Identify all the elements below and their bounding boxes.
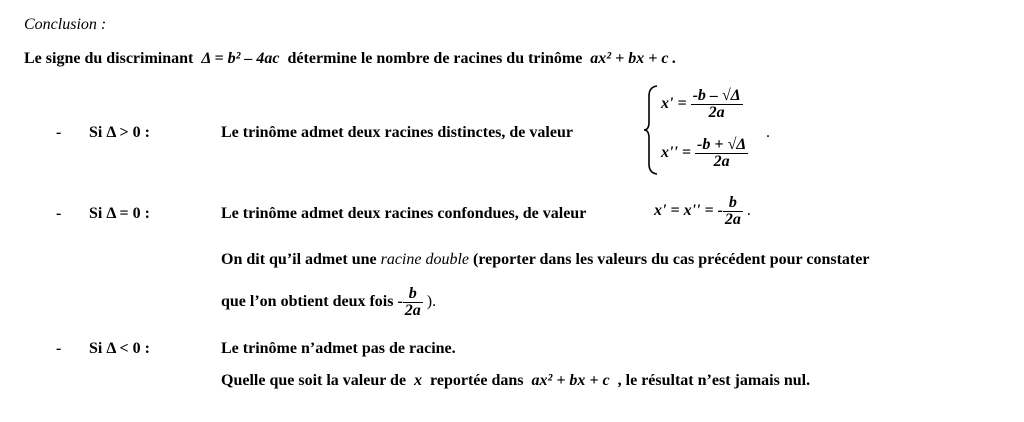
condition-zero: Si Δ = 0 : xyxy=(89,205,150,222)
negative-line2-text-2: reportée dans xyxy=(430,372,524,389)
double-root-prefix: x' = x'' = - xyxy=(654,202,723,220)
discriminant-formula: Δ = b² – 4ac xyxy=(201,50,280,67)
root-2-fraction xyxy=(695,137,748,170)
bullet-2: - xyxy=(56,205,62,222)
condition-negative: Si Δ < 0 : xyxy=(89,340,150,357)
double-root-numerator: b xyxy=(723,195,743,212)
bullet-1: - xyxy=(56,124,62,141)
condition-positive: Si Δ > 0 : xyxy=(89,124,150,141)
double-root-end: . xyxy=(746,202,751,220)
double-root-fraction xyxy=(723,195,743,228)
double-root-note xyxy=(221,251,869,269)
root-2-denominator: 2a xyxy=(713,153,730,170)
note-end: ). xyxy=(426,293,437,311)
negative-line2-text-3: , le résultat n’est jamais nul. xyxy=(617,372,811,389)
case-negative-text: Le trinôme n’admet pas de racine. xyxy=(221,340,456,357)
note-text-1: On dit qu’il admet une xyxy=(221,251,377,268)
intro-line xyxy=(24,50,676,68)
note-italic: racine double xyxy=(380,251,470,268)
case-positive-end: . xyxy=(766,124,770,141)
root-1-label: x' = xyxy=(661,95,687,113)
root-2-numerator: -b + √Δ xyxy=(697,136,747,153)
root-2-row xyxy=(661,137,748,170)
intro-text-1: Le signe du discriminant xyxy=(24,50,194,67)
case-positive-text: Le trinôme admet deux racines distinctes, de valeur xyxy=(221,124,573,141)
double-root-formula xyxy=(654,195,751,228)
left-brace-icon xyxy=(642,84,660,176)
bullet-3: - xyxy=(56,340,62,357)
root-1-numerator: -b – √Δ xyxy=(692,87,741,104)
root-2-label: x'' = xyxy=(661,144,692,162)
note-line2-text: que l’on obtient deux fois - xyxy=(221,293,403,311)
note-denominator: 2a xyxy=(404,302,421,319)
note-fraction xyxy=(403,286,423,319)
root-1-row xyxy=(661,88,743,121)
conclusion-heading: Conclusion : xyxy=(24,16,107,33)
root-1-fraction xyxy=(691,88,743,121)
negative-line2-trinome: ax² + bx + c xyxy=(531,372,610,389)
negative-line2-var: x xyxy=(414,372,423,389)
note-numerator: b xyxy=(403,286,423,303)
intro-text-2: détermine le nombre de racines du trinôme xyxy=(287,50,583,67)
trinome-formula: ax² + bx + c . xyxy=(590,50,677,67)
root-1-denominator: 2a xyxy=(708,104,725,121)
note-text-2: (reporter dans les valeurs du cas précédent pour constater xyxy=(473,251,870,268)
double-root-note-line2 xyxy=(221,286,436,319)
case-zero-text: Le trinôme admet deux racines confondues, de valeur xyxy=(221,205,587,222)
case-negative-line2 xyxy=(221,372,810,390)
double-root-denominator: 2a xyxy=(724,211,741,228)
negative-line2-text-1: Quelle que soit la valeur de xyxy=(221,372,407,389)
